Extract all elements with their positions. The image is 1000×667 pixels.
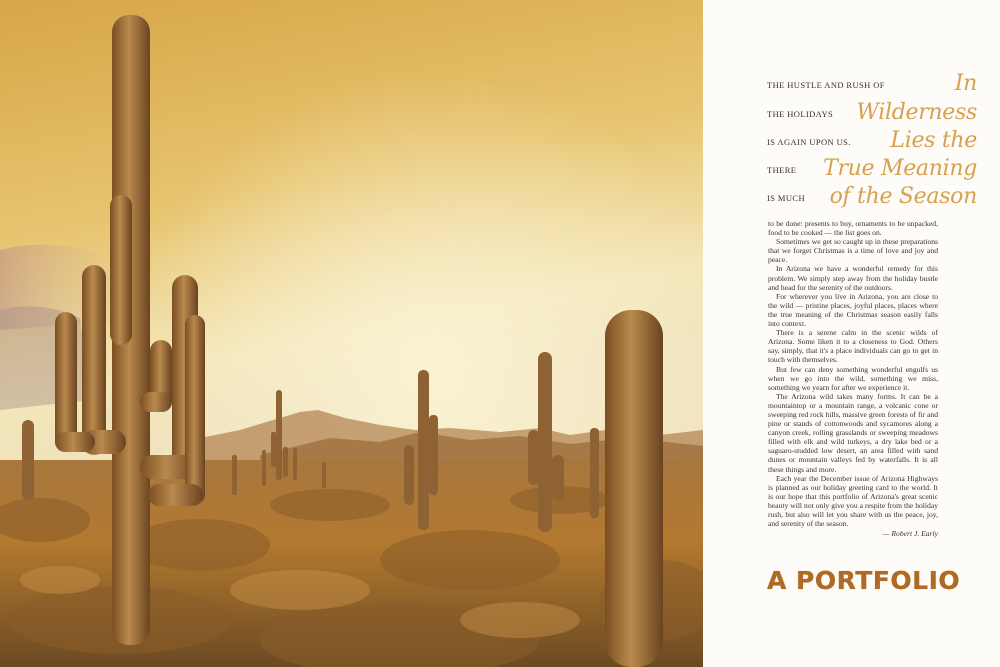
- portfolio-title: A PORTFOLIO: [767, 566, 961, 595]
- heading-small-text: IS AGAIN UPON US.: [767, 137, 851, 147]
- body-paragraph: For wherever you live in Arizona, you are close to the wild — pristine places, joyful places, places where the true meaning of the Christmas season easily falls into context.: [768, 291, 938, 329]
- heading-script-text: Lies the: [890, 128, 977, 153]
- heading-row-1: [767, 68, 977, 96]
- text-page: [703, 0, 1000, 667]
- body-paragraph: to be done: presents to buy, ornaments to be unpacked, food to be cooked — the list goes on.: [768, 219, 938, 238]
- heading-small-text: THE HOLIDAYS: [767, 109, 834, 119]
- heading-script-text: In: [954, 71, 977, 96]
- body-paragraph: But few can deny something wonderful engulfs us when we go into the wild, something we miss, something we yearn for after we experience it.: [768, 364, 938, 392]
- heading-row-4: [767, 153, 977, 181]
- body-paragraph: Sometimes we get so caught up in these preparations that we forget Christmas is a time of love and joy and peace.: [768, 237, 938, 265]
- heading-small-text: IS MUCH: [767, 193, 805, 203]
- body-paragraph: There is a serene calm in the scenic wilds of Arizona. Some liken it to a closeness to God. Others say, simply, that it's a place individuals can go to get in touch with themselves.: [768, 328, 938, 365]
- body-paragraph: In Arizona we have a wonderful remedy for this problem. We simply step away from the holiday bustle and head for the serenity of the outdoors.: [768, 264, 938, 292]
- heading-small-text: THE HUSTLE AND RUSH OF: [767, 80, 885, 90]
- heading-small-text: THERE: [767, 165, 797, 175]
- article-body: [768, 219, 938, 538]
- body-paragraph: Each year the December issue of Arizona Highways is planned as our holiday greeting card to the world. It is our hope that this portfolio of Arizona's great scenic beauty will not only give you a respite from the holiday rush, but also will let you share with us the peace, joy, and serenity of the season.: [768, 473, 938, 529]
- heading-script-text: of the Season: [829, 184, 977, 209]
- heading-script-text: True Meaning: [823, 156, 977, 181]
- body-paragraph: The Arizona wild takes many forms. It can be a mountaintop or a mountain range, a volcanic cone or sweeping red rock hills, massive green forests of fir and pine or stands of cottonwoods and sycamores along a canyon creek, rolling grasslands or sweeping meadows filled with elk and wild turkeys, a dry lake bed or a saguaro-studded low desert, an area filled with sand dunes or mountain valleys fed by waterfalls. It is all these things and more.: [768, 391, 938, 474]
- heading-row-2: [767, 97, 977, 125]
- author-byline: — Robert J. Early: [882, 529, 938, 539]
- heading-row-5: [767, 181, 977, 209]
- heading-script-text: Wilderness: [856, 100, 977, 125]
- heading-row-3: [767, 125, 977, 153]
